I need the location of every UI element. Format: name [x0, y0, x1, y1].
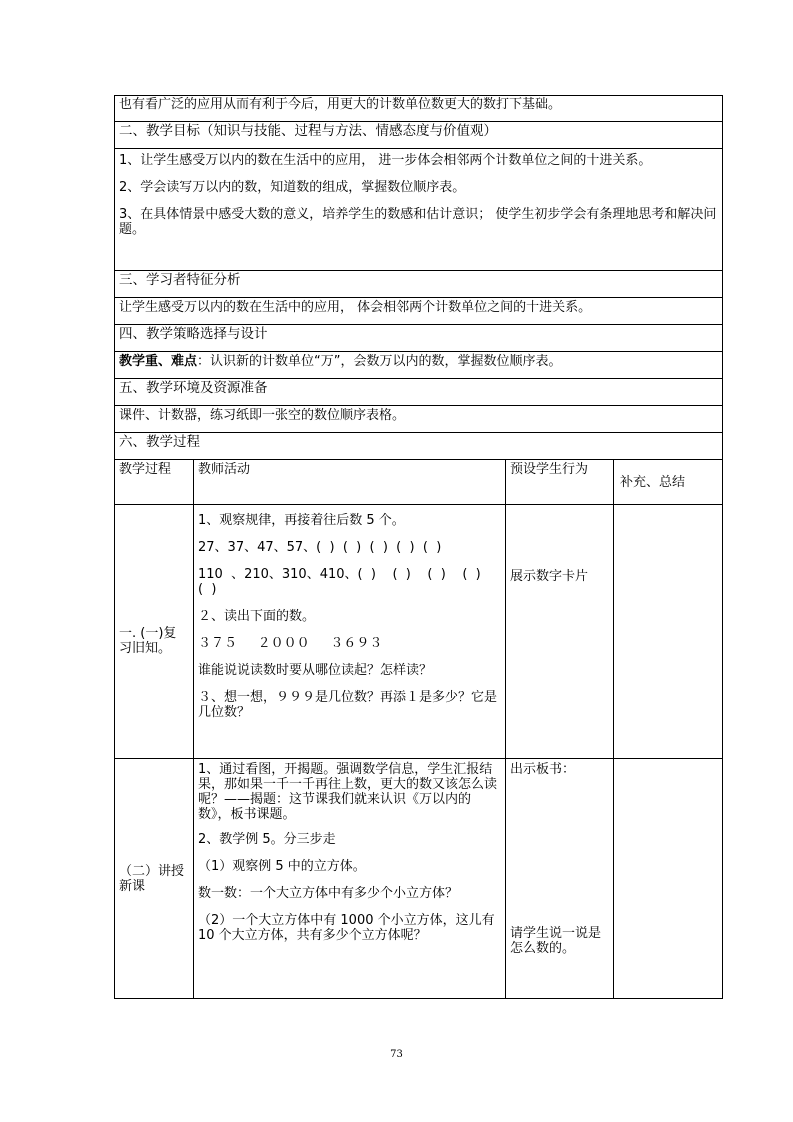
lesson-plan-table	[114, 95, 723, 999]
intro-line: 也有看广泛的应用从而有利于今后，用更大的计数单位数更大的数打下基础。	[119, 97, 562, 112]
student-explain: 请学生说一说是怎么数的。	[510, 926, 602, 956]
table-row	[115, 759, 723, 999]
new-step-1: 1、通过看图，开揭题。强调数学信息，学生汇报结果，那如果一千一千再往上数，更大的数又该怎么读呢？——揭题：这节课我们就来认识《万以内的数》，板书课题。	[198, 762, 498, 822]
new-count-question: 数一数：一个大立方体中有多少个小立方体？	[198, 886, 459, 901]
env-row	[115, 406, 723, 433]
header-stage: 教学过程	[115, 460, 194, 505]
teacher-activity-new	[194, 759, 506, 999]
goals-title-row	[115, 122, 723, 149]
teacher-activity-review	[194, 505, 518, 759]
section-title-strategy: 四、教学策略选择与设计	[119, 326, 268, 342]
summary-new	[614, 759, 723, 999]
goal-3: 3、在具体情景中感受大数的意义，培养学生的数感和估计意识； 使学生初步学会有条理地思考和解决问题。	[119, 207, 717, 237]
header-teacher: 教师活动	[194, 460, 506, 505]
new-step-2b: （2）一个大立方体中有 1000 个小立方体，这儿有 10 个大立方体，共有多少个立方体呢？	[198, 913, 495, 943]
table-row	[115, 505, 723, 759]
strategy-title-row	[115, 325, 723, 352]
process-title-row	[115, 433, 723, 460]
key-point-text: ：认识新的计数单位“万”，会数万以内的数，掌握数位顺序表。	[197, 354, 562, 369]
learner-title-row	[115, 271, 723, 298]
page-number: 73	[390, 1049, 403, 1060]
board-note: 出示板书：	[510, 762, 576, 777]
key-point-label: 教学重、难点	[119, 354, 198, 369]
section-title-env: 五、教学环境及资源准备	[119, 380, 268, 396]
review-step-3: ３、想一想，９９９是几位数？再添１是多少？它是几位数？	[198, 690, 498, 720]
env-text: 课件、计数器，练习纸即一张空的数位顺序表格。	[119, 408, 406, 423]
sequence-1: 27、37、47、57、( ) ( ) ( ) ( ) ( )	[198, 540, 442, 555]
goal-1: 1、让学生感受万以内的数在生活中的应用， 进一步体会相邻两个计数单位之间的十进关系。	[119, 153, 652, 168]
new-step-2a: （1）观察例 5 中的立方体。	[198, 859, 366, 874]
learner-text: 让学生感受万以内的数在生活中的应用， 体会相邻两个计数单位之间的十进关系。	[119, 300, 592, 315]
intro-row	[115, 96, 723, 122]
section-title-process: 六、教学过程	[119, 434, 200, 450]
reading-question: 谁能说说读数时要从哪位读起？怎样读？	[198, 663, 433, 678]
header-summary: 补充、总结	[614, 460, 723, 505]
student-behavior-new	[506, 759, 614, 999]
strategy-text	[119, 354, 718, 369]
student-behavior-review: 展示数字卡片	[506, 505, 614, 759]
section-title-goals: 二、教学目标（知识与技能、过程与方法、情感态度与价值观）	[119, 123, 497, 139]
goal-2: 2、学会读写万以内的数，知道数的组成，掌握数位顺序表。	[119, 180, 466, 195]
env-title-row	[115, 379, 723, 406]
section-title-learner: 三、学习者特征分析	[119, 272, 241, 288]
new-step-2: 2、教学例 5。分三步走	[198, 832, 336, 847]
header-student: 预设学生行为	[506, 460, 614, 505]
stage-review: 一. (一)复习旧知。	[115, 505, 194, 759]
review-step-1: 1、观察规律，再接着往后数 5 个。	[198, 513, 405, 528]
strategy-row	[115, 352, 723, 379]
numbers-to-read: ３７５ ２０００ ３６９３	[198, 636, 383, 651]
review-step-2: ２、读出下面的数。	[198, 609, 316, 624]
stage-new-lesson: （二）讲授新课	[115, 759, 194, 999]
learner-row	[115, 298, 723, 325]
sequence-2: 110 、210、310、410、( ) ( ) ( ) ( ) ( )	[198, 567, 518, 597]
summary-review	[614, 505, 723, 759]
goals-row	[115, 149, 723, 271]
header-row	[115, 460, 723, 505]
